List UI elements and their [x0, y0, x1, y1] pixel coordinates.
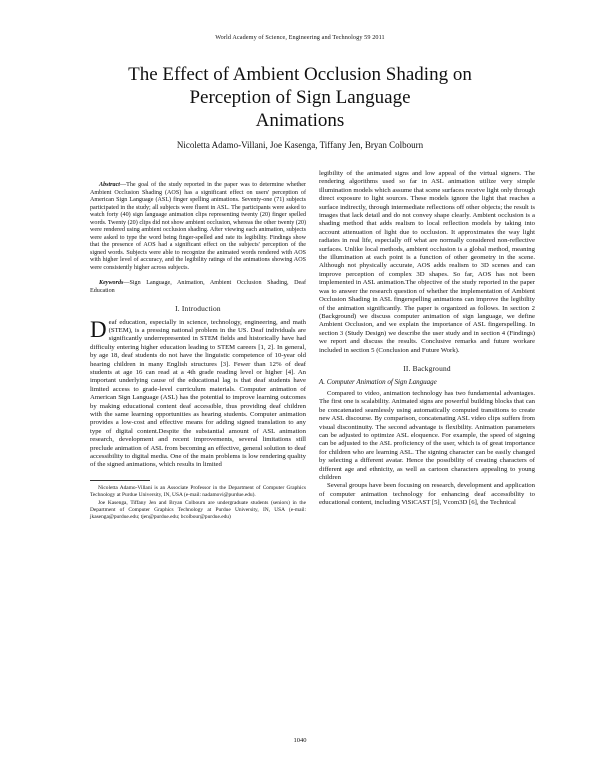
- section-heading-background: II. Background: [403, 363, 451, 373]
- background-paragraph-1: Compared to video, animation technology has two fundamental advantages. The first one is scalability. Animated signs are powerful building blocks that can be concatenated seamlessly using automatically computed transitions to create new ASL discourse. By comparison, concatenating ASL video clips suffers from visual discontinuity. The second advantage is flexibility. Animation parameters can be adjusted to optimize ASL eloquence. For example, the speed of signing can be adjusted to the ASL proficiency of the user, which is of great importance for children who are learning ASL. The signing character can be easily changed by selecting a different avatar. Hence the possibility of creating characters of different age and ethnicity, as well as cartoon characters appealing to young children: [319, 389, 535, 481]
- title-line-3: Animations: [255, 110, 345, 131]
- footnote-2: Joe Kasenga, Tiffany Jen and Bryan Colbourn are undergraduate students (seniors) in the Department of Computer Graphics Technology at Purdue University, IN, USA (e-mail: jkasenga@purdue.edu; tjen@purdue.edu; bcolbour@purdue.edu): [90, 500, 306, 520]
- keywords: [90, 280, 306, 295]
- right-column: [319, 170, 535, 508]
- abstract-label: Abstract: [99, 182, 120, 188]
- drop-cap: D: [90, 316, 107, 342]
- authors: Nicoletta Adamo-Villani, Joe Kasenga, Tiffany Jen, Bryan Colbourn: [176, 140, 424, 150]
- title-line-2: Perception of Sign Language: [189, 87, 411, 108]
- intro-continued-paragraph: legibility of the animated signs and low appeal of the virtual signers. The rendering algorithms used so far in ASL animation utilize very simple illumination models which assume that scene surfaces receive light only through direct exposure to light sources. These models ignore the light that reaches a surface indirectly, through intermediate reflections off other objects; the result is images that lack detail and do not convey shape clearly. Ambient occlusion is a shading method that adds realism to local reflection models by taking into account attenuation of light due to occlusion. It approximates the way light radiates in real life, especially off what are normally considered non-reflective surfaces. Unlike local methods, ambient occlusion is a global method, meaning the illumination at each point is a function of other geometry in the scene. Although not physically accurate, AOS adds realism to 3D scenes and can improve perception of complex 3D shapes. So far, AOS has not been implemented in ASL animation.The objective of the study reported in the paper was to answer the research question of whether the implementation of Ambient Occlusion Shading in ASL fingerspelling animations can improve the legibility of the animation significantly. The paper is organized as follows. In section 2 (Background) we discuss computer animation of sign language, we define Ambient Occlusion, and we explain the importance of ASL fingerspelling. In section 3 (Study Design) we describe the user study and in section 4 (Findings) we report and discuss the results. Conclusive remarks and future workare included in section 5 (Conclusion and Future Work).: [319, 170, 535, 354]
- journal-header: World Academy of Science, Engineering and Technology 59 2011: [215, 34, 385, 41]
- section-heading-introduction: I. Introduction: [175, 304, 221, 313]
- paper-title: [60, 63, 540, 132]
- background-paragraph-2: Several groups have been focusing on research, development and application of computer animation technology for enhancing deaf accessibility to educational content, including ViSiCAST [5], Vcom3D [6], the Technical: [319, 482, 535, 507]
- footnote-1: Nicoletta Adamo-Villani is an Associate Professor in the Department of Computer Graphics Technology at Purdue University, IN, USA (e-mail: nadamovi@purdue.edu).: [90, 484, 306, 498]
- keywords-label: Keywords: [99, 280, 124, 286]
- keywords-text: —Sign Language, Animation, Ambient Occlusion Shading, Deaf Education: [90, 280, 306, 294]
- page-number: 1040: [293, 737, 307, 744]
- intro-paragraph: [90, 316, 306, 470]
- title-line-1: The Effect of Ambient Occlusion Shading on: [128, 64, 472, 85]
- abstract-text: —The goal of the study reported in the paper was to determine whether Ambient Occlusion Shading (AOS) has a significant effect on users' perception of American Sign Language (ASL) finger spelling animations. Seventy-one (71) subjects participated in the study; all subjects were fluent in ASL. The participants were asked to watch forty (40) sign language animation clips representing twenty (20) finger spelled words. Twenty (20) clips did not show ambient occlusion, whereas the other twenty (20) were rendered using ambient occlusion shading. After viewing each animation, subjects were asked to type the word being finger-spelled and rate its legibility. Findings show that the presence of AOS had a significant effect on the subjects' perception of the signed words. Subjects were able to recognize the animated words rendered with AOS with higher level of accuracy, and the legibility ratings of the animations showing AOS were consistently higher across subjects.: [90, 182, 306, 271]
- footnote-divider: [90, 480, 150, 481]
- abstract: [90, 182, 306, 272]
- intro-text: eaf education, especially in science, technology, engineering, and math (STEM), is a pressing national problem in the US. Deaf individuals are significantly underrepresented in STEM fields and historically have had difficulty entering higher education leading to STEM careers [1, 2]. In general, by age 18, deaf students do not have the linguistic competence of 10-year old hearing children in many English structures [3]. Fewer than 12% of deaf students at age 16 can read at a 4th grade reading level or higher [4]. An important underlying cause of the educational lag is that deaf students have limited access to grade-level curriculum materials. Computer animation of American Sign Language (ASL) has the potential to improve learning outcomes by making educational content deaf accessible, thus providing deaf children with the same learning opportunities as hearing students. Computer animation provides a low-cost and effective means for adding signed translation to any type of digital content.Despite the substantial amount of ASL animation research, development and recent improvements, several limitations still preclude animation of ASL from becoming an effective, general solution to deaf accessibility to digital media. One of the main problems is low rendering quality of the signed animations, which results in limited: [90, 318, 306, 469]
- left-column: [90, 182, 306, 522]
- subsection-heading: A. Computer Animation of Sign Language: [319, 378, 437, 387]
